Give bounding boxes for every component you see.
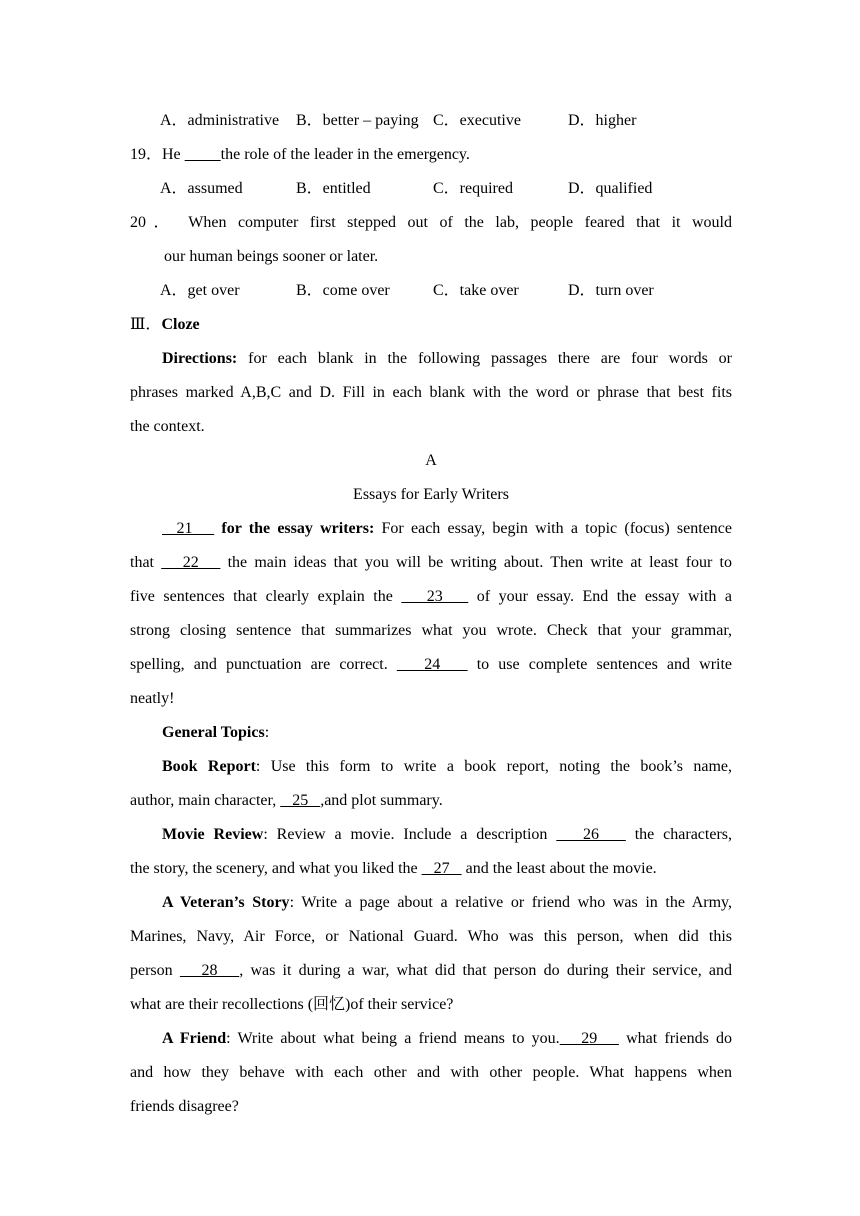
p1-line6: neatly! [130, 690, 175, 707]
veteran-text-3b: , was it during a war, what did that person do during their service, and [239, 962, 733, 979]
book-report-line1 [130, 750, 732, 784]
p1-text-5a: spelling, and punctuation are correct. [130, 656, 397, 673]
blank-25: 25 [280, 792, 321, 809]
directions-line3: the context. [130, 418, 205, 435]
general-topics-heading [130, 716, 732, 750]
book-report-text-2a: author, main character, [130, 792, 281, 809]
section-title: Cloze [161, 316, 200, 333]
p1-text-3b: of your essay. End the essay with a [468, 588, 733, 605]
passage-title: Essays for Early Writers [353, 486, 509, 503]
general-topics-colon: : [264, 724, 270, 741]
q19-stem [130, 138, 732, 172]
directions-label: Directions: [162, 350, 238, 367]
veteran-line4: what are their recollections (回忆)of their service? [130, 996, 454, 1013]
p1-text-3a: five sentences that clearly explain the [130, 588, 402, 605]
book-report-text-2b: ,and plot summary. [320, 792, 443, 809]
blank-23: 23 [401, 588, 469, 605]
section-number: Ⅲ． [130, 316, 162, 333]
q20-option-b: B．come over [296, 282, 390, 299]
blank-28: 28 [179, 962, 240, 979]
q19-blank [185, 146, 221, 163]
veteran-text-3a: person [130, 962, 180, 979]
friend-line1 [130, 1022, 732, 1056]
movie-review-text-2b: and the least about the movie. [461, 860, 657, 877]
book-report-text-1: : Use this form to write a book report, noting the book’s name, [255, 758, 732, 775]
friend-text-2: what friends do [618, 1030, 733, 1047]
p1-text-1: For each essay, begin with a topic (focus) sentence [374, 520, 733, 537]
p1-line3 [130, 580, 732, 614]
book-report-line2 [130, 784, 732, 818]
p1-text-2a: that [130, 554, 162, 571]
movie-review-label: Movie Review [162, 826, 264, 843]
movie-review-text-2: the characters, [625, 826, 733, 843]
q18-option-d: D．higher [568, 112, 637, 129]
section-heading [130, 308, 732, 342]
p1-line4: strong closing sentence that summarizes what you wrote. Check that your grammar, [130, 622, 732, 639]
q20-option-c: C．take over [433, 282, 519, 299]
veteran-text-1: : Write a page about a relative or friend who was in the Army, [289, 894, 732, 911]
q20-stem-line2: our human beings sooner or later. [164, 248, 379, 265]
blank-24: 24 [396, 656, 468, 673]
friend-label: A Friend [162, 1030, 227, 1047]
p1-bold-lead: for the essay writers: [214, 520, 375, 537]
movie-review-text-1: : Review a movie. Include a description [263, 826, 557, 843]
directions-line1 [130, 342, 732, 376]
veteran-label: A Veteran’s Story [162, 894, 290, 911]
general-topics-label: General Topics [162, 724, 265, 741]
q19-option-b: B．entitled [296, 180, 371, 197]
q19-number: 19．He [130, 146, 181, 163]
passage-letter: A [425, 452, 437, 469]
veteran-line3 [130, 954, 732, 988]
blank-21: 21 [162, 520, 215, 537]
q19-text: the role of the leader in the emergency. [220, 146, 470, 163]
q18-option-c: C．executive [433, 112, 521, 129]
q20-stem-line1: 20． When computer first stepped out of the lab, people feared that it would [130, 214, 732, 231]
directions-line2: phrases marked A,B,C and D. Fill in each blank with the word or phrase that best fits [130, 384, 732, 401]
q20-option-a: A．get over [160, 282, 240, 299]
p1-line1 [130, 512, 732, 546]
q19-option-a: A．assumed [160, 180, 243, 197]
friend-line2: and how they behave with each other and with other people. What happens when [130, 1064, 732, 1081]
p1-text-2b: the main ideas that you will be writing about. Then write at least four to [220, 554, 733, 571]
q18-option-b: B．better – paying [296, 112, 419, 129]
movie-review-text-2a: the story, the scenery, and what you liked the [130, 860, 422, 877]
p1-text-5b: to use complete sentences and write [467, 656, 733, 673]
book-report-label: Book Report [162, 758, 256, 775]
q20-option-d: D．turn over [568, 282, 654, 299]
veteran-line1 [130, 886, 732, 920]
directions-text-1: for each blank in the following passages there are four words or [237, 350, 732, 367]
friend-line3: friends disagree? [130, 1098, 239, 1115]
blank-26: 26 [556, 826, 626, 843]
p1-line5 [130, 648, 732, 682]
p1-line2 [130, 546, 732, 580]
blank-29: 29 [559, 1030, 619, 1047]
q19-option-c: C．required [433, 180, 513, 197]
veteran-line2: Marines, Navy, Air Force, or National Guard. Who was this person, when did this [130, 928, 732, 945]
blank-27: 27 [421, 860, 462, 877]
q18-option-a: A．administrative [160, 112, 280, 129]
blank-22: 22 [161, 554, 221, 571]
friend-text-1: : Write about what being a friend means to you. [226, 1030, 560, 1047]
q19-option-d: D．qualified [568, 180, 653, 197]
movie-review-line1 [130, 818, 732, 852]
movie-review-line2 [130, 852, 732, 886]
